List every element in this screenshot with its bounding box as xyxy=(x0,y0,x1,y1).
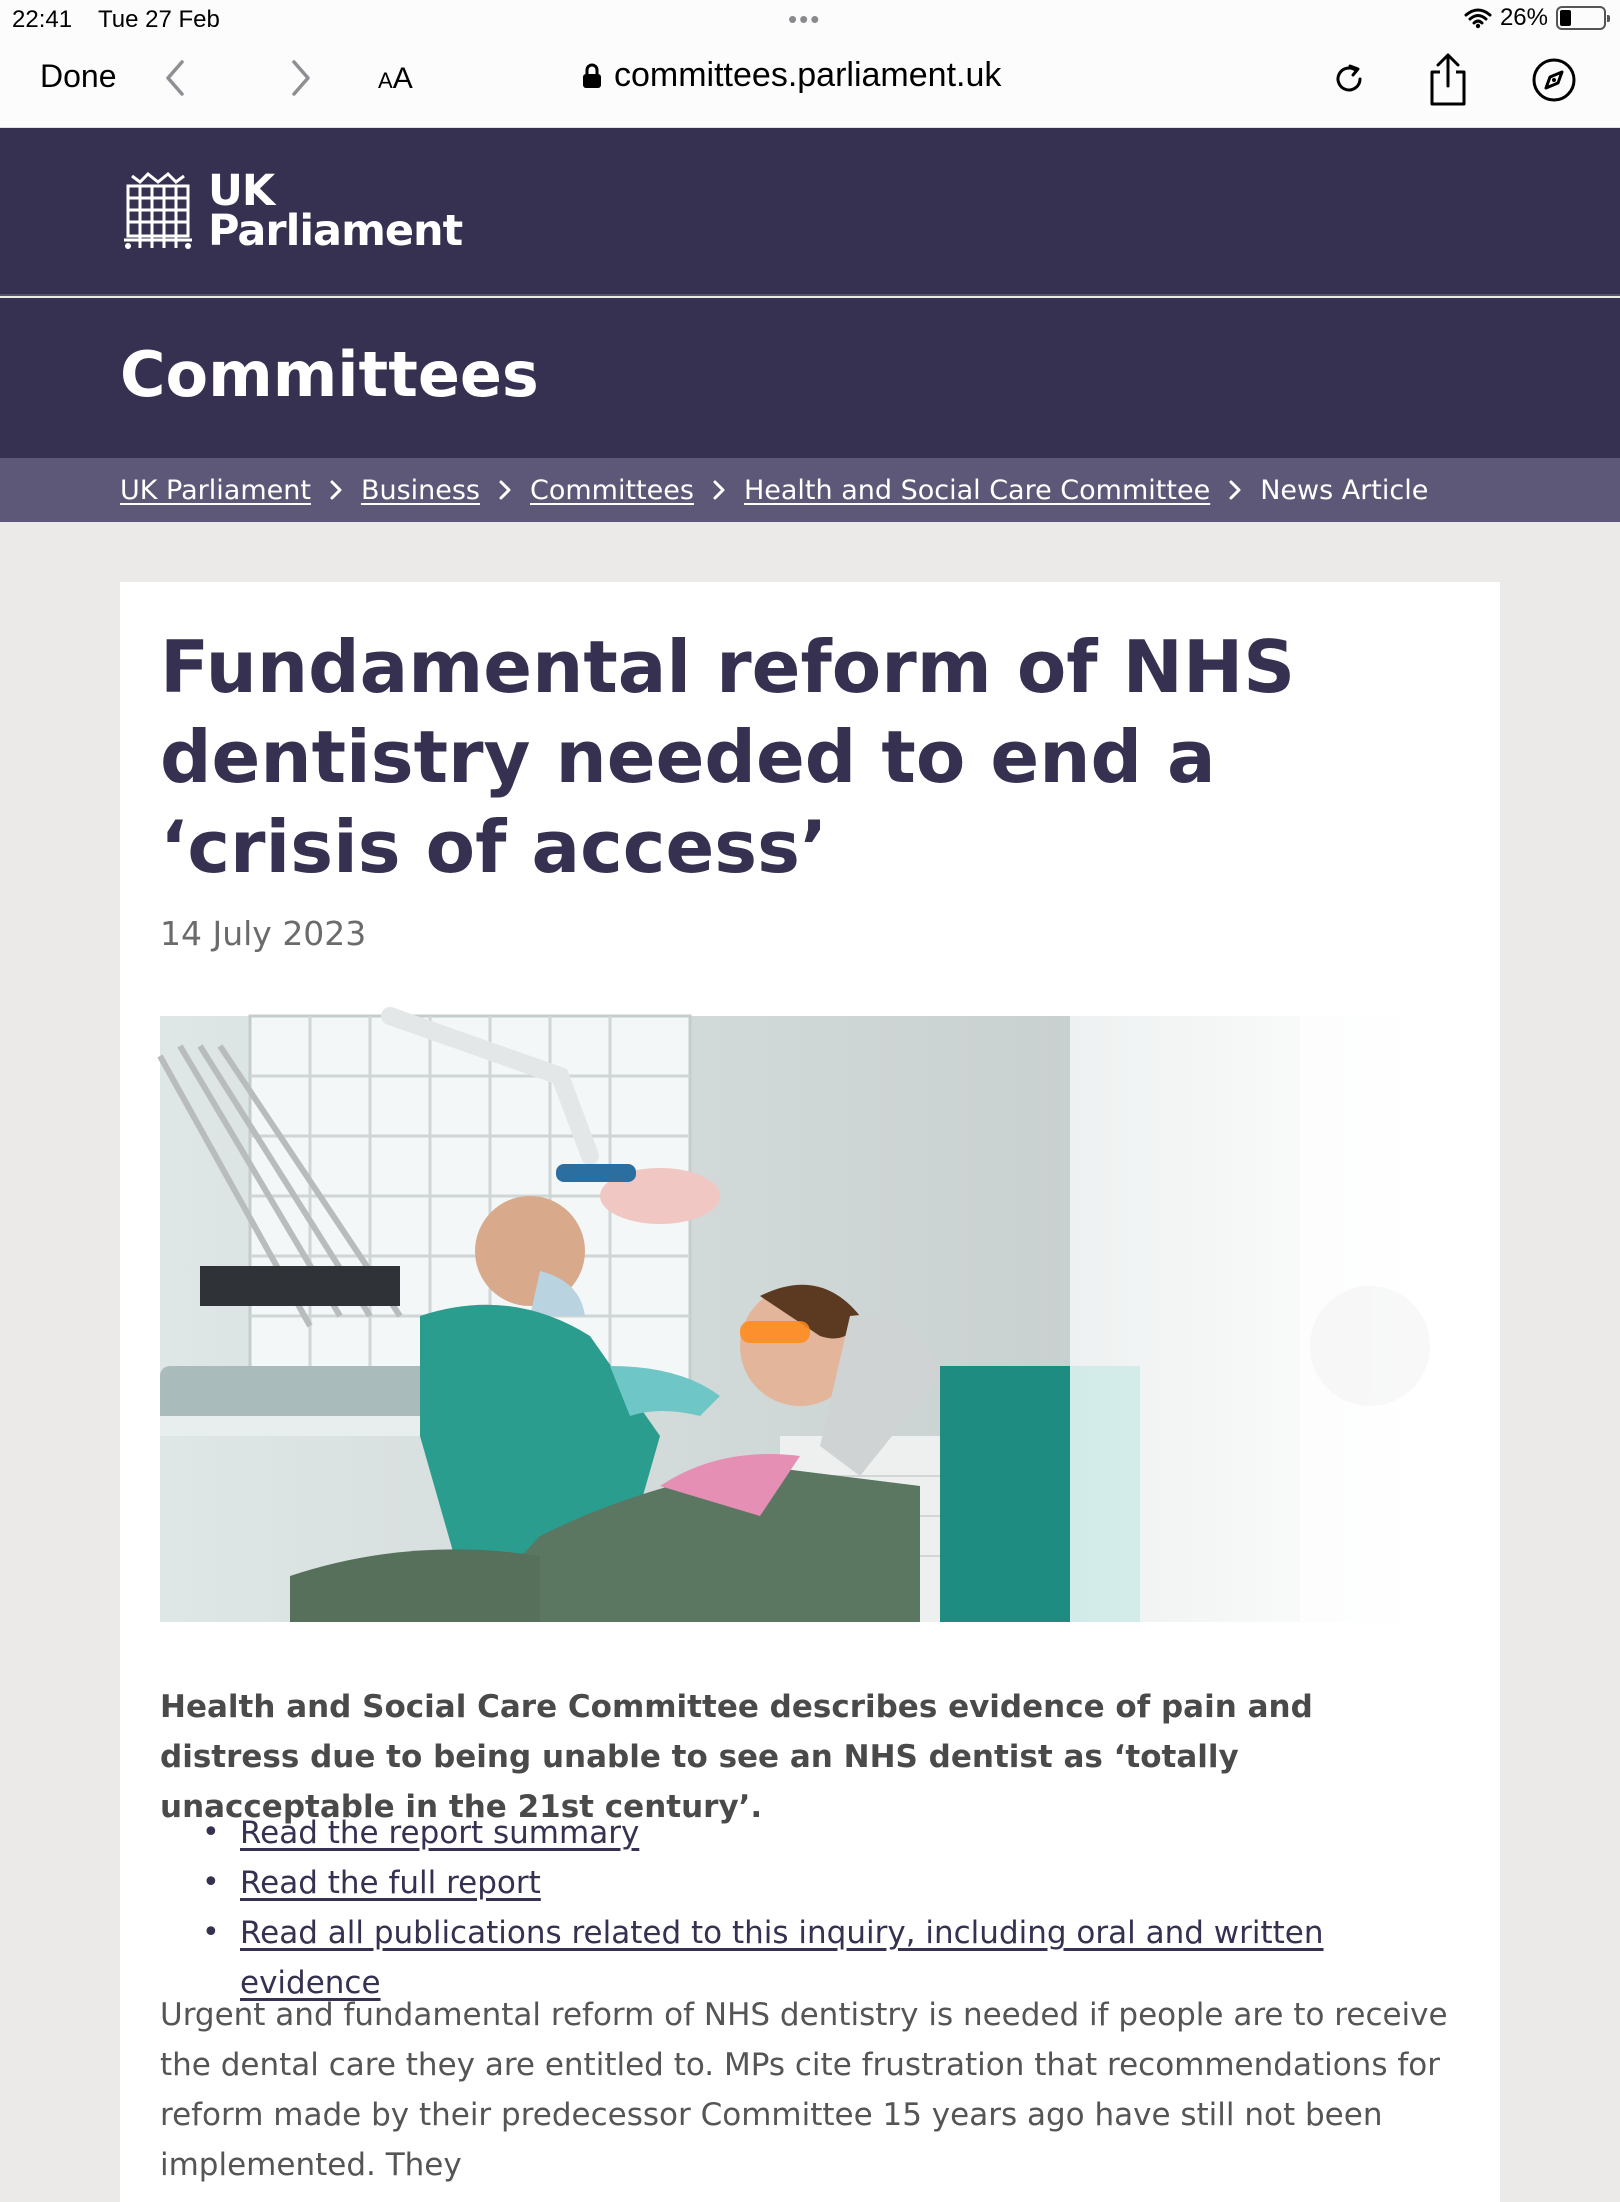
article-body: Urgent and fundamental reform of NHS dentistry is needed if people are to receive the dental care they are entitled to. MPs cite frustration that recommendations for reform made by their predecessor Committee 15 years ago have still not been implemented. They xyxy=(160,1997,1448,2183)
article-photo-dentist xyxy=(160,1016,1440,1622)
battery-icon xyxy=(1556,6,1606,30)
status-bar xyxy=(0,0,1620,40)
breadcrumb xyxy=(0,458,1620,522)
multitasking-dots[interactable]: ••• xyxy=(788,4,822,34)
breadcrumb-chevron-icon xyxy=(712,479,726,501)
breadcrumb-chevron-icon xyxy=(329,479,343,501)
breadcrumb-health-committee[interactable]: Health and Social Care Committee xyxy=(743,474,1211,506)
forward-chevron-icon[interactable] xyxy=(286,56,316,100)
address-bar[interactable] xyxy=(582,56,1001,95)
logo-line-parliament: Parliament xyxy=(208,206,463,256)
related-links xyxy=(160,1808,1460,2008)
link-all-publications[interactable]: Read all publications related to this inquiry, including oral and written evidence xyxy=(240,1915,1324,2001)
breadcrumb-current: News Article xyxy=(1260,474,1429,506)
reload-icon[interactable] xyxy=(1328,58,1370,100)
text-size-small-a: A xyxy=(378,68,393,93)
list-item xyxy=(160,1808,1460,1858)
link-report-summary[interactable]: Read the report summary xyxy=(240,1815,640,1851)
share-icon[interactable] xyxy=(1426,52,1470,108)
breadcrumb-chevron-icon xyxy=(1228,479,1242,501)
back-chevron-icon[interactable] xyxy=(160,56,190,100)
browser-toolbar xyxy=(0,40,1620,128)
text-size-large-a: A xyxy=(392,62,413,95)
status-time: 22:41 xyxy=(12,6,73,33)
list-item xyxy=(160,1858,1460,1908)
breadcrumb-business[interactable]: Business xyxy=(360,474,480,506)
lock-icon xyxy=(582,63,602,89)
done-button[interactable]: Done xyxy=(40,58,117,94)
uk-parliament-logo[interactable] xyxy=(122,166,463,256)
breadcrumb-uk-parliament[interactable]: UK Parliament xyxy=(120,474,311,506)
article-headline: Fundamental reform of NHS dentistry needed to end a ‘crisis of access’ xyxy=(160,625,1296,889)
breadcrumb-committees[interactable]: Committees xyxy=(530,474,694,506)
battery-percent: 26% xyxy=(1499,4,1548,31)
section-title[interactable]: Committees xyxy=(120,338,539,411)
breadcrumb-chevron-icon xyxy=(498,479,512,501)
text-size-button[interactable] xyxy=(378,62,413,96)
battery-level xyxy=(1560,10,1571,26)
status-indicators xyxy=(1464,4,1606,32)
article-date: 14 July 2023 xyxy=(160,914,367,953)
wifi-icon xyxy=(1464,7,1492,29)
logo-line-uk: UK xyxy=(208,166,275,216)
article-lead: Health and Social Care Committee describes evidence of pain and distress due to being unable to see an NHS dentist as ‘totally unacceptable in the 21st century’. xyxy=(160,1689,1313,1825)
compass-icon[interactable] xyxy=(1530,56,1578,104)
section-header xyxy=(0,298,1620,458)
portcullis-icon xyxy=(122,170,194,252)
site-header xyxy=(0,128,1620,296)
link-full-report[interactable]: Read the full report xyxy=(240,1865,541,1901)
url-text: committees.parliament.uk xyxy=(614,56,1002,94)
article-card xyxy=(120,582,1500,2202)
status-date: Tue 27 Feb xyxy=(98,6,220,33)
logo-wordmark xyxy=(208,166,463,256)
